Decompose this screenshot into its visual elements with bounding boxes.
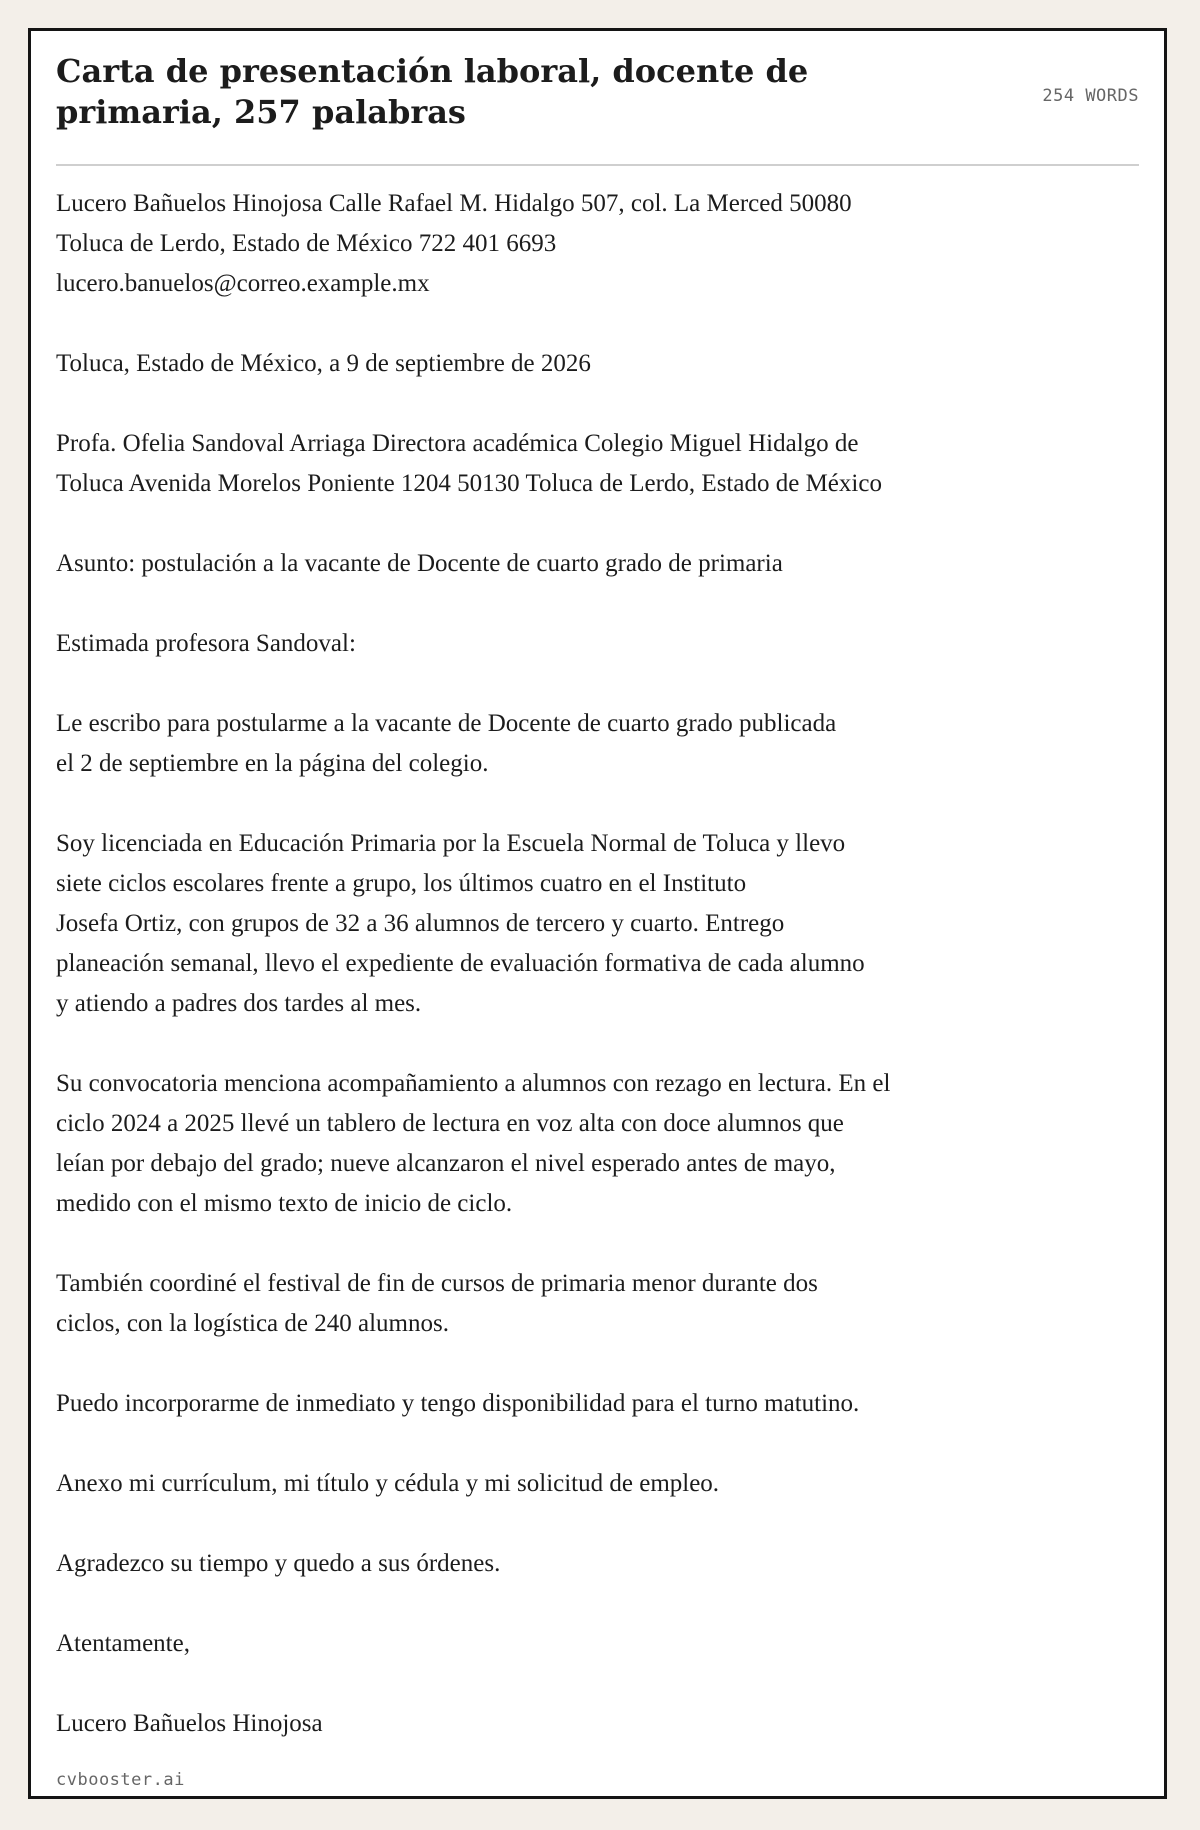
- header-divider: [56, 164, 1139, 166]
- document-title: Carta de presentación laboral, docente de primaria, 257 palabras: [56, 52, 809, 131]
- body-paragraph: También coordiné el festival de fin de cursos de primaria menor durante dos ciclos, con la logística de 240 alumnos.: [56, 1270, 818, 1337]
- letter-body: [56, 184, 1139, 1744]
- salutation: Estimada profesora Sandoval:: [56, 630, 356, 657]
- sender-block: Lucero Bañuelos Hinojosa Calle Rafael M. Hidalgo 507, col. La Merced 50080 Toluca de Lerdo, Estado de México 722 401 6693 lucero.banuelos@correo.example.mx: [56, 190, 852, 297]
- signature-name: Lucero Bañuelos Hinojosa: [56, 1710, 323, 1737]
- body-paragraph: Le escribo para postularme a la vacante de Docente de cuarto grado publicada el 2 de septiembre en la página del colegio.: [56, 710, 837, 777]
- word-count-label: 254 WORDS: [1042, 86, 1139, 106]
- body-paragraph: Su convocatoria menciona acompañamiento a alumnos con rezago en lectura. En el ciclo 2024 a 2025 llevé un tablero de lectura en voz alta con doce alumnos que leían por debajo del grado; nueve alcanzaron el nivel esperado antes de mayo, medido con el mismo texto de inicio de ciclo.: [56, 1070, 891, 1217]
- closing-line: Atentamente,: [56, 1630, 190, 1657]
- date-line: Toluca, Estado de México, a 9 de septiembre de 2026: [56, 350, 591, 377]
- cover-letter-card: [28, 28, 1167, 1799]
- recipient-block: Profa. Ofelia Sandoval Arriaga Directora académica Colegio Miguel Hidalgo de Toluca Avenida Morelos Poniente 1204 50130 Toluca de Lerdo, Estado de México: [56, 430, 882, 497]
- document-header: [56, 51, 1139, 164]
- footer-brand: cvbooster.ai: [56, 1770, 185, 1790]
- body-paragraph: Anexo mi currículum, mi título y cédula y mi solicitud de empleo.: [56, 1470, 720, 1497]
- body-paragraph: Soy licenciada en Educación Primaria por la Escuela Normal de Toluca y llevo siete ciclos escolares frente a grupo, los últimos cuatro en el Instituto Josefa Ortiz, con grupos de 32 a 36 alumnos de tercero y cuarto. Entrego planeación semanal, llevo el expediente de evaluación formativa de cada alumno y atiendo a padres dos tardes al mes.: [56, 830, 865, 1017]
- subject-line: Asunto: postulación a la vacante de Docente de cuarto grado de primaria: [56, 550, 783, 577]
- body-paragraph: Agradezco su tiempo y quedo a sus órdenes.: [56, 1550, 501, 1577]
- body-paragraph: Puedo incorporarme de inmediato y tengo disponibilidad para el turno matutino.: [56, 1390, 860, 1417]
